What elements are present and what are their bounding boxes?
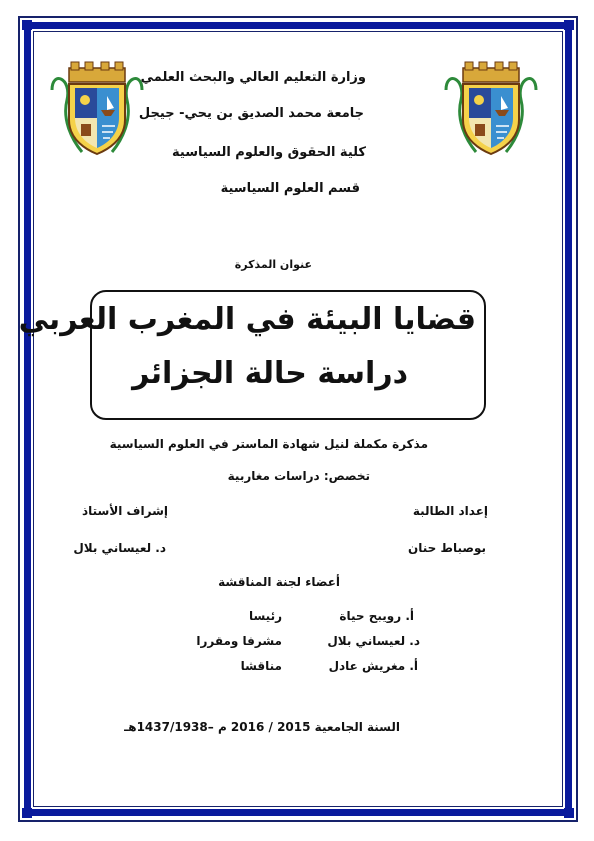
department-name: قسم العلوم السياسية	[220, 181, 360, 196]
title-box	[18, 290, 486, 420]
university-name: جامعة محمد الصديق بن يحي- جيجل	[138, 106, 364, 121]
supervisor-name: د. لعيساني بلال	[73, 541, 166, 555]
student-name: بوصباط حنان	[408, 541, 486, 555]
committee-member-role: مناقشا	[240, 659, 282, 673]
committee-member-role: مشرفا ومقررا	[196, 634, 282, 648]
supervisor-label: إشراف الأستاذ	[81, 504, 168, 518]
specialty: تخصص: دراسات مغاربية	[227, 469, 370, 483]
committee-member-role: رئيسا	[248, 609, 282, 623]
degree-statement: مذكرة مكملة لنيل شهادة الماستر في العلوم السياسية	[109, 437, 428, 451]
committee-title: أعضاء لجنة المناقشة	[218, 575, 340, 589]
academic-year: السنة الجامعية 2015 / 2016 م –1437/1938هـ	[124, 720, 400, 734]
thesis-title-line1: قضايا البيئة في المغرب العربي	[18, 302, 476, 337]
thesis-title-line2: دراسة حالة الجزائر	[132, 356, 408, 391]
committee-member-name: أ. مغريش عادل	[328, 659, 418, 673]
committee-member-name: د. لعيساني بلال	[327, 634, 420, 648]
committee-member-name: أ. رويبح حياة	[339, 609, 414, 623]
frame-corner	[564, 20, 574, 30]
university-emblem-icon	[441, 60, 541, 160]
university-emblem-icon	[47, 60, 147, 160]
title-label: عنوان المذكرة	[234, 258, 312, 271]
frame-corner	[564, 808, 574, 818]
ministry-name: وزارة التعليم العالي والبحث العلمي	[140, 70, 366, 85]
frame-corner	[22, 808, 32, 818]
frame-corner	[22, 20, 32, 30]
faculty-name: كلية الحقوق والعلوم السياسية	[172, 145, 366, 160]
student-label: إعداد الطالبة	[412, 504, 488, 518]
